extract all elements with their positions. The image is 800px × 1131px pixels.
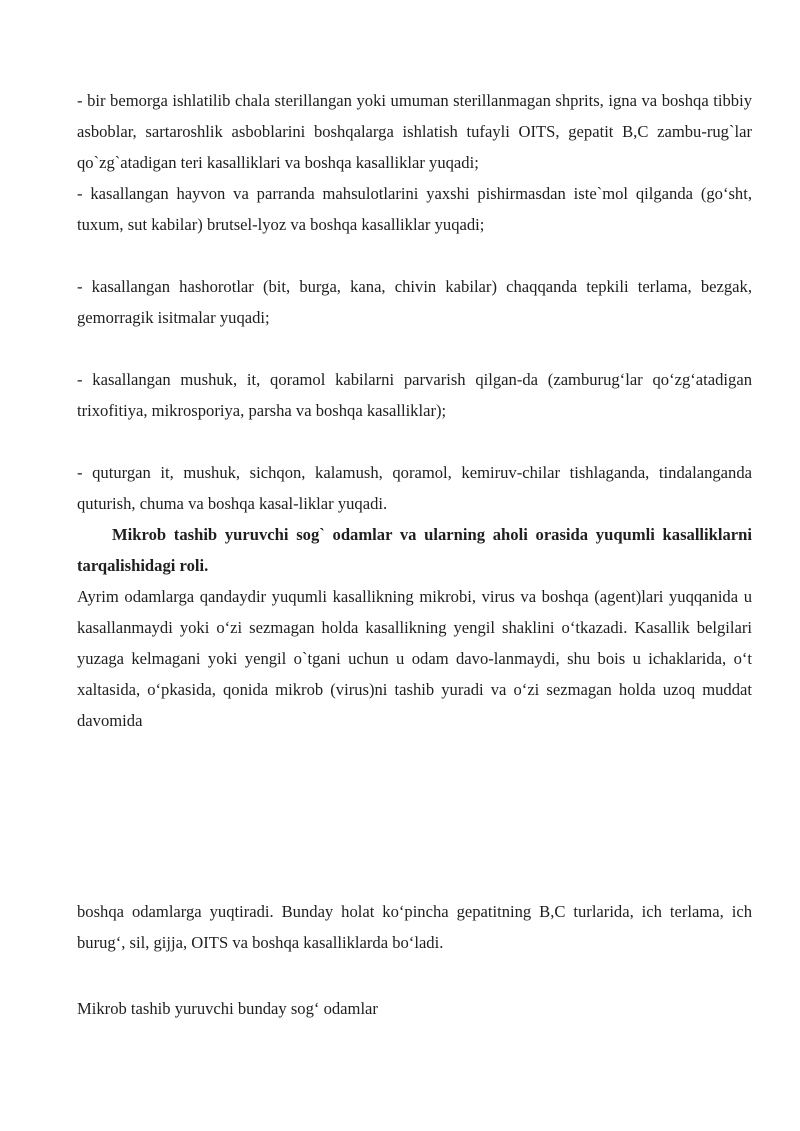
paragraph-sterilization: - bir bemorga ishlatilib chala sterillangan yoki umuman sterillanmagan shprits, igna va boshqa tibbiy asboblar, sartaroshlik asboblarini boshqalarga ishlatish tufayli OITS, gepatit B,C zambu-rug`lar qo`zg`atadigan teri kasalliklari va boshqa kasalliklar yuqadi; (77, 91, 752, 172)
paragraph-insects: - kasallangan hashorotlar (bit, burga, kana, chivin kabilar) chaqqanda tepkili terlama, bezgak, gemorragik isitmalar yuqadi; (77, 277, 752, 327)
text-block-top (77, 85, 752, 736)
spacer (77, 240, 752, 271)
paragraph-last: Mikrob tashib yuruvchi bunday sog‘ odamlar (77, 999, 378, 1018)
spacer (77, 333, 752, 364)
paragraph-animal-bites: - quturgan it, mushuk, sichqon, kalamush, qoramol, kemiruv-chilar tishlaganda, tindalanganda quturish, chuma va boshqa kasal-liklar yuqadi. (77, 463, 752, 513)
paragraph-carriers: Ayrim odamlarga qandaydir yuqumli kasallikning mikrobi, virus va boshqa (agent)lari yuqqanida u kasallanmaydi yoki o‘zi sezmagan holda kasallikning yengil shaklini o‘tkazadi. Kasallik belgilari yuzaga kelmagani yoki yengil o`tgani uchun u odam davo-lanmaydi, shu bois u ichaklarida, o‘t xaltasida, o‘pkasida, qonida mikrob (virus)ni tashib yuradi va o‘zi sezmagan holda uzoq muddat davomida (77, 587, 752, 730)
paragraph-pet-care: - kasallangan mushuk, it, qoramol kabilarni parvarish qilgan-da (zamburug‘lar qo‘zg‘atadigan trixofitiya, mikrosporiya, parsha va boshqa kasalliklar); (77, 370, 752, 420)
paragraph-continuation: boshqa odamlarga yuqtiradi. Bunday holat ko‘pincha gepatitning B,C turlarida, ich terlama, ich burug‘, sil, gijja, OITS va boshqa kasalliklarda bo‘ladi. (77, 902, 752, 952)
spacer (77, 426, 752, 457)
paragraph-animal-products: - kasallangan hayvon va parranda mahsulotlarini yaxshi pishirmasdan iste`mol qilganda (go‘sht, tuxum, sut kabilar) brutsel-lyoz va boshqa kasalliklar yuqadi; (77, 184, 752, 234)
text-block-last (77, 993, 752, 1024)
text-block-continuation (77, 896, 752, 958)
section-heading: Mikrob tashib yuruvchi sog` odamlar va ularning aholi orasida yuqumli kasalliklarni tarqalishidagi roli. (77, 525, 752, 575)
